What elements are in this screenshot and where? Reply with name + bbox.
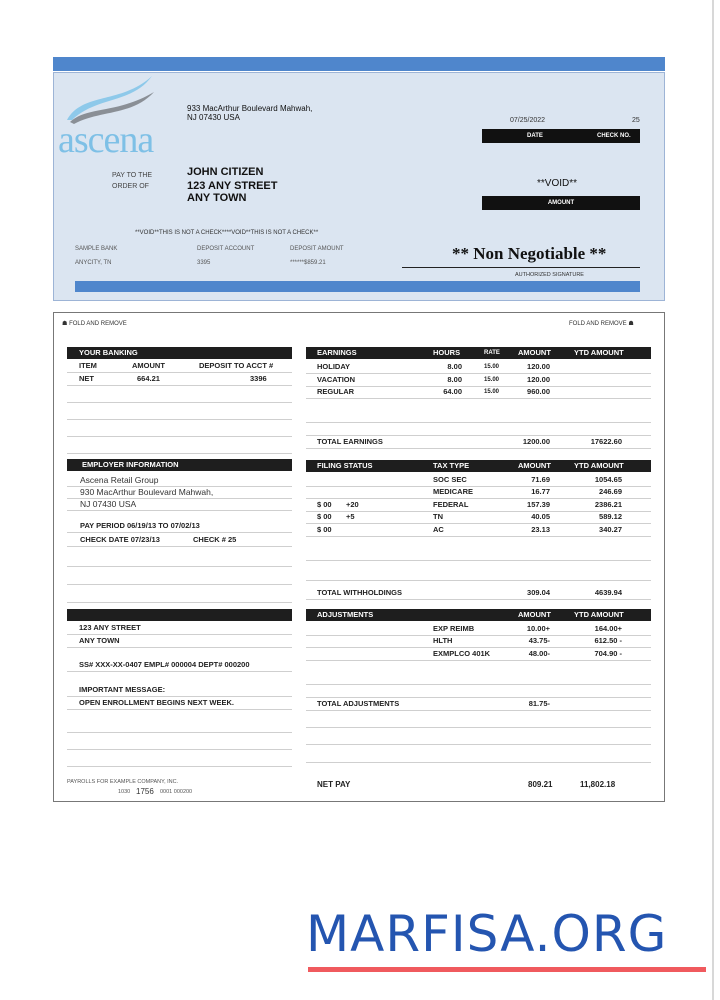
date-check-label-bar: DATE CHECK NO.	[482, 129, 640, 143]
table-cell: 120.00	[527, 375, 550, 384]
table-cell: 8.00	[447, 362, 462, 371]
void-text: **VOID**	[537, 178, 578, 189]
check-top-bar	[53, 57, 665, 71]
bank-name: SAMPLE BANK	[75, 246, 118, 252]
table-cell: 15.00	[484, 389, 500, 395]
total-earnings: TOTAL EARNINGS 1200.00 17622.60	[306, 436, 651, 449]
banking-columns: ITEM AMOUNT DEPOSIT TO ACCT #	[67, 360, 292, 373]
employee-town: ANY TOWN	[67, 635, 292, 648]
page-edge	[712, 0, 714, 1000]
table-cell: +20	[346, 500, 359, 509]
check-date-row: CHECK DATE 07/23/13 CHECK # 25	[67, 534, 292, 547]
bank-city: ANYCITY, TN	[75, 260, 112, 266]
adjustments-header: ADJUSTMENTS AMOUNT YTD AMOUNT	[306, 609, 651, 621]
deposit-account-label: DEPOSIT ACCOUNT	[197, 246, 255, 252]
fold-right: FOLD AND REMOVE ☗	[569, 321, 634, 327]
net-pay-ytd: 11,802.18	[580, 780, 616, 789]
table-cell: 43.75-	[528, 636, 550, 645]
employee-header	[67, 609, 292, 621]
table-cell: 340.27	[599, 525, 622, 534]
employer-name: Ascena Retail Group	[67, 474, 292, 487]
house-icon: ☗	[628, 321, 634, 327]
net-pay-amount: 809.21	[528, 780, 553, 789]
employee-ids: SS# XXX-XX-0407 EMPL# 000004 DEPT# 000200	[67, 659, 292, 672]
table-row	[306, 361, 651, 374]
message: OPEN ENROLLMENT BEGINS NEXT WEEK.	[67, 697, 292, 710]
table-cell: 120.00	[527, 362, 550, 371]
deposit-amount-label: DEPOSIT AMOUNT	[290, 246, 344, 252]
table-cell: 164.00+	[594, 624, 622, 633]
earnings-header: EARNINGS HOURS RATE AMOUNT YTD AMOUNT	[306, 347, 651, 359]
total-withholdings: TOTAL WITHHOLDINGS 309.04 4639.94	[306, 587, 651, 600]
table-cell: 15.00	[484, 377, 500, 383]
table-cell: 960.00	[527, 387, 550, 396]
banking-header: YOUR BANKING	[67, 347, 292, 359]
footer-company: PAYROLLS FOR EXAMPLE COMPANY, INC.	[67, 779, 179, 785]
table-row	[306, 486, 651, 499]
signature-line	[402, 267, 640, 268]
deposit-amount: ******$859.21	[290, 260, 326, 266]
table-cell: REGULAR	[317, 387, 355, 396]
payee: JOHN CITIZEN 123 ANY STREET ANY TOWN	[187, 166, 278, 204]
house-icon: ☗	[62, 321, 68, 327]
table-row	[306, 648, 651, 661]
table-row	[306, 524, 651, 537]
table-cell: +5	[346, 512, 355, 521]
table-cell: 246.69	[599, 487, 622, 496]
watermark-underline	[308, 967, 706, 972]
table-cell: 48.00-	[528, 649, 550, 658]
signature-label: AUTHORIZED SIGNATURE	[515, 272, 584, 278]
message-label: IMPORTANT MESSAGE:	[67, 684, 292, 697]
table-cell: 15.00	[484, 364, 500, 370]
table-cell: 589.12	[599, 512, 622, 521]
footer-code-3: 0001 000200	[160, 789, 193, 795]
table-cell: SOC SEC	[433, 475, 467, 484]
table-cell: $ 00	[317, 525, 332, 534]
table-row	[306, 386, 651, 399]
table-cell: MEDICARE	[433, 487, 474, 496]
footer-code-2: 1756	[136, 787, 154, 796]
total-adjustments: TOTAL ADJUSTMENTS 81.75-	[306, 698, 651, 711]
table-cell: 40.05	[531, 512, 550, 521]
table-row	[306, 511, 651, 524]
table-cell: 2386.21	[594, 500, 622, 509]
company-address: 933 MacArthur Boulevard Mahwah, NJ 07430 USA	[187, 104, 313, 122]
net-pay-label: NET PAY	[317, 780, 351, 789]
table-cell: 10.00+	[526, 624, 550, 633]
pay-period: PAY PERIOD 06/19/13 TO 07/02/13	[67, 520, 292, 533]
table-cell: EXMPLCO 401K	[433, 649, 491, 658]
company-logo: ascena	[58, 119, 154, 161]
table-cell: 64.00	[443, 387, 462, 396]
table-cell: HLTH	[433, 636, 453, 645]
check-bottom-bar	[75, 281, 640, 292]
table-cell: 23.13	[531, 525, 550, 534]
table-cell: $ 00	[317, 512, 332, 521]
check-number: 25	[632, 117, 640, 124]
banking-row: NET 664.21 3396	[67, 373, 292, 386]
table-cell: 157.39	[527, 500, 550, 509]
check-date: 07/25/2022	[510, 117, 546, 124]
employee-street: 123 ANY STREET	[67, 622, 292, 635]
fold-left: ☗ FOLD AND REMOVE	[62, 321, 127, 327]
employer-address-2: NJ 07430 USA	[67, 498, 292, 511]
table-cell: HOLIDAY	[317, 362, 351, 371]
table-cell: 71.69	[531, 475, 550, 484]
table-row	[306, 635, 651, 648]
non-negotiable: ** Non Negotiable **	[452, 244, 607, 263]
table-cell: 1054.65	[594, 475, 622, 484]
void-notice: **VOID**THIS IS NOT A CHECK****VOID**THIS IS NOT A CHECK**	[135, 230, 319, 236]
taxes-header: FILING STATUS TAX TYPE AMOUNT YTD AMOUNT	[306, 460, 651, 472]
table-cell: EXP REIMB	[433, 624, 475, 633]
deposit-account: 3395	[197, 260, 211, 266]
table-cell: 612.50 -	[594, 636, 622, 645]
table-cell: 704.90 -	[594, 649, 622, 658]
amount-label-bar: AMOUNT	[482, 196, 640, 210]
table-cell: 16.77	[531, 487, 550, 496]
table-cell: TN	[433, 512, 443, 521]
footer-code-1: 1030	[118, 789, 131, 795]
employer-address-1: 930 MacArthur Boulevard Mahwah,	[67, 486, 292, 499]
table-cell: FEDERAL	[433, 500, 469, 509]
logo-swoosh-icon	[62, 74, 162, 124]
pay-to-label: PAY TO THE ORDER OF	[112, 172, 153, 190]
table-cell: VACATION	[317, 375, 356, 384]
table-cell: 8.00	[447, 375, 462, 384]
table-cell: $ 00	[317, 500, 332, 509]
employer-header: EMPLOYER INFORMATION	[67, 459, 292, 471]
marfisa-watermark: MARFISA.ORG	[306, 905, 668, 963]
table-cell: AC	[433, 525, 444, 534]
